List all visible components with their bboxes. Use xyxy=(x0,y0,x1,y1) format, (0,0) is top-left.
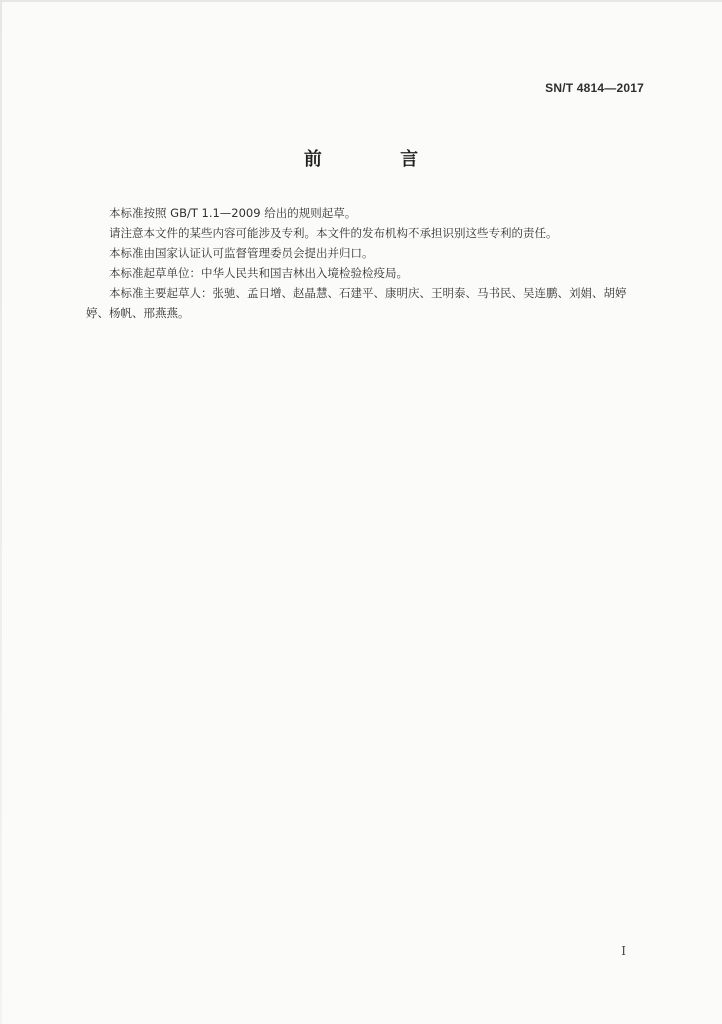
scan-top-edge xyxy=(0,0,722,2)
standard-code-header: SN/T 4814—2017 xyxy=(545,81,644,95)
paragraph-drafting-unit: 本标准起草单位：中华人民共和国吉林出入境检验检疫局。 xyxy=(109,266,408,280)
paragraph-proposer: 本标准由国家认证认可监督管理委员会提出并归口。 xyxy=(109,246,374,260)
paragraph-patent-notice: 请注意本文件的某些内容可能涉及专利。本文件的发布机构不承担识别这些专利的责任。 xyxy=(109,226,558,240)
page-title: 前 言 xyxy=(303,149,455,170)
page-number: I xyxy=(621,944,626,958)
foreword-body xyxy=(86,203,646,323)
paragraph-drafters: 本标准主要起草人：张驰、孟日增、赵晶慧、石建平、康明庆、王明泰、马书民、吴连鹏、刘娟、胡婷婷、杨帆、邢燕燕。 xyxy=(86,286,627,320)
paragraph-drafting-rules: 本标准按照 GB/T 1.1—2009 给出的规则起草。 xyxy=(109,206,357,220)
